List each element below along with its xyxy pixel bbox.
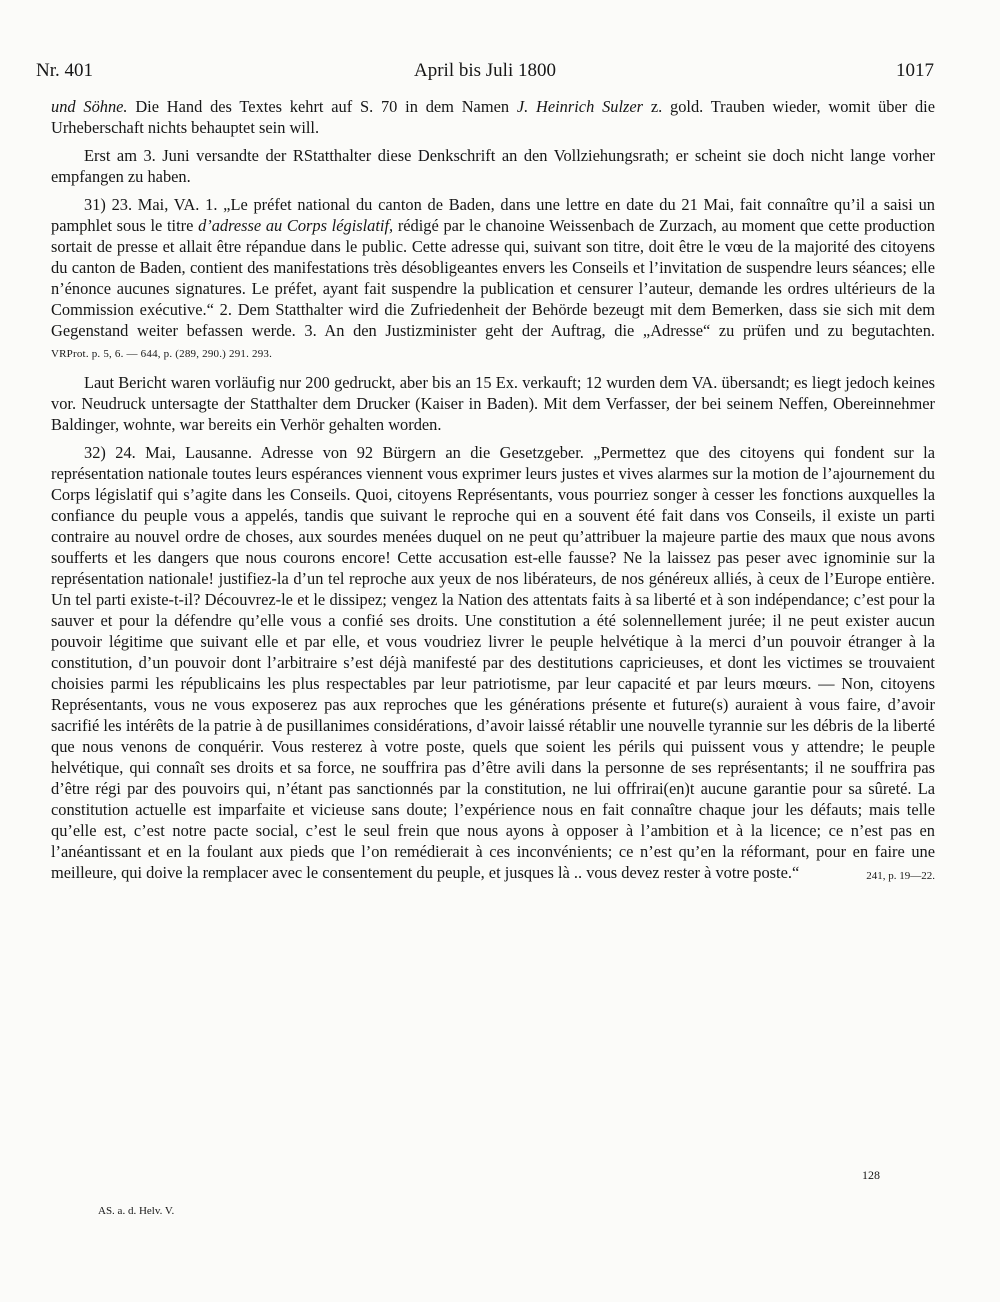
paragraph-2: Erst am 3. Juni versandte der RStatthalter diese Denkschrift an den Vollziehungsrath; er scheint sie doch nicht lange vorher empfangen zu haben. — [51, 146, 935, 186]
paragraph-31-text-a: 31) 23. Mai, VA. 1. „Le préfet national du canton de Baden, dans une lettre en date du 21 Mai, fait connaître qu’il a saisi un pamphlet sous le titre — [51, 195, 935, 235]
paragraph-32-reference: 241, p. 19—22. — [866, 870, 935, 882]
paragraph-31-reference: VRProt. p. 5, 6. — 644, p. (289, 290.) 291. 293. — [51, 348, 273, 360]
header-title: April bis Juli 1800 — [414, 60, 556, 81]
paragraph-4: Laut Bericht waren vorläufig nur 200 gedruckt, aber bis an 15 Ex. verkauft; 12 wurden dem VA. übersandt; es liegt jedoch keines vor. Neudruck untersagte der Statthalter dem Drucker (Kaiser in Baden). Mit dem Verfasser, der bei seinem Neffen, Obereinnehmer Baldinger, wohnte, war bereits ein Verhör gehalten worden. — [51, 373, 935, 434]
running-header — [36, 60, 934, 90]
paragraph-1-italic-a: und Söhne. — [51, 97, 128, 116]
paragraph-1-text-b: Die Hand des Textes kehrt auf S. 70 in dem Namen — [127, 97, 517, 116]
document-number: Nr. 401 — [36, 60, 93, 81]
document-body — [51, 96, 935, 887]
sheet-number: 128 — [862, 1168, 880, 1182]
paragraph-1 — [51, 96, 935, 138]
paragraph-1-italic-name: J. Heinrich Sulzer — [516, 97, 644, 116]
paragraph-1-text-d: z. gold. Trauben wieder, womit über die Urheberschaft nichts behauptet sein will. — [51, 97, 936, 137]
paragraph-31-text-c: rédigé par le chanoine Weissenbach de Zurzach, au moment que cette production sortait de presse et allait être répandue dans le public. Cette adresse qui, suivant son titre, doit être le vœu de la majorité des citoyens du canton de Baden, contient des manifestations très désobligeantes envers les Conseils et l’invitation de suspendre leurs séances; elle n’énonce aucunes signatures. Le préfet, ayant fait suspendre la publication et censurer l’auteur, demande les ordres ultérieurs de la Commission exécutive.“ 2. Dem Statthalter wird die Zufriedenheit der Behörde bezeugt mit dem Bemerken, dass sie sich mit dem Gegenstand weiter befassen werde. 3. An den Justizminister geht der Auftrag, die „Adresse“ zu prüfen und zu begutachten. — [51, 216, 935, 340]
paragraph-32-text: 32) 24. Mai, Lausanne. Adresse von 92 Bürgern an die Gesetzgeber. „Permettez que des citoyens qui fondent sur la représentation nationale toutes leurs espérances viennent vous exprimer leurs justes et vives alarmes sur la motion de l’ajournement du Corps législatif qui s’agite dans les Conseils. Quoi, citoyens Représentants, vous pourriez songer à cesser les fonctions auxquelles la confiance du peuple vous a appelés, tandis que suivant le reproche qui en a souvent été fait dans vos Conseils, il existe un parti contraire au nouvel ordre de choses, aux sourdes menées duquel on ne peut qu’attribuer la majeure partie des maux que nous avons soufferts et les dangers que nous courons encore! Cette accusation est-elle fausse? Ne la laissez pas peser avec ignominie sur la représentation nationale! justifiez-la d’un tel reproche aux yeux de nos libérateurs, de nos généreux alliés, à ceux de l’Europe entière. Un tel parti existe-t-il? Découvrez-le et le dissipez; vengez la Nation des attentats faits à sa liberté et à son indépendance; c’est pour la sauver et pour la défendre qu’elle vous a confié ses droits. Une constitution a été solennellement jurée; il ne peut exister aucun pouvoir légitime que suivant elle et par elle, et vous voudriez livrer le peuple helvétique à la merci d’un pouvoir étranger à la constitution, d’un pouvoir dont l’arbitraire s’est déjà manifesté par des destitutions capricieuses, et dont les victimes se trouvaient choisies parmi les républicains les plus respectables par leur patriotisme, par leur capacité et par leurs mœurs. — Non, citoyens Représentants, vous ne vous exposerez pas aux reproches que les générations présente et future(s) auraient à vous faire, d’avoir sacrifié les intérêts de la patrie à de pusillanimes considérations, d’avoir laissé rétablir une nouvelle tyrannie sur les débris de la liberté que nous venons de conquérir. Vous resterez à votre poste, quels que soient les périls qui puissent vous y attendre; le peuple helvétique, qui connaît ses droits et sa force, ne souffrira pas d’être avili dans la personne de ses représentants; il ne souffrira pas d’être régi par des pouvoirs qui, n’étant pas sanctionnés par la constitution, ne lui offrirai(en)t aucune garantie pour sa sûreté. La constitution actuelle est imparfaite et vicieuse sans doute; l’expérience nous en fait connaître chaque jour les défauts; mais telle qu’elle est, c’est notre pacte social, c’est le seul frein que nous ayons à opposer à l’ambition et à la licence; ce n’est pas en l’anéantissant et en la foulant aux pieds que l’on remédierait à ces inconvénients; ce n’est qu’en la réformant, pour en faire une meilleure, qui doive la remplacer avec le consentement du peuple, et jusques là .. vous devez rester à votre poste.“ — [51, 443, 935, 882]
page-number: 1017 — [896, 60, 934, 81]
paragraph-32 — [51, 442, 935, 883]
signature-mark: AS. a. d. Helv. V. — [98, 1205, 175, 1217]
paragraph-31-italic-title: d’adresse au Corps législatif, — [198, 216, 394, 235]
paragraph-31 — [51, 194, 935, 365]
